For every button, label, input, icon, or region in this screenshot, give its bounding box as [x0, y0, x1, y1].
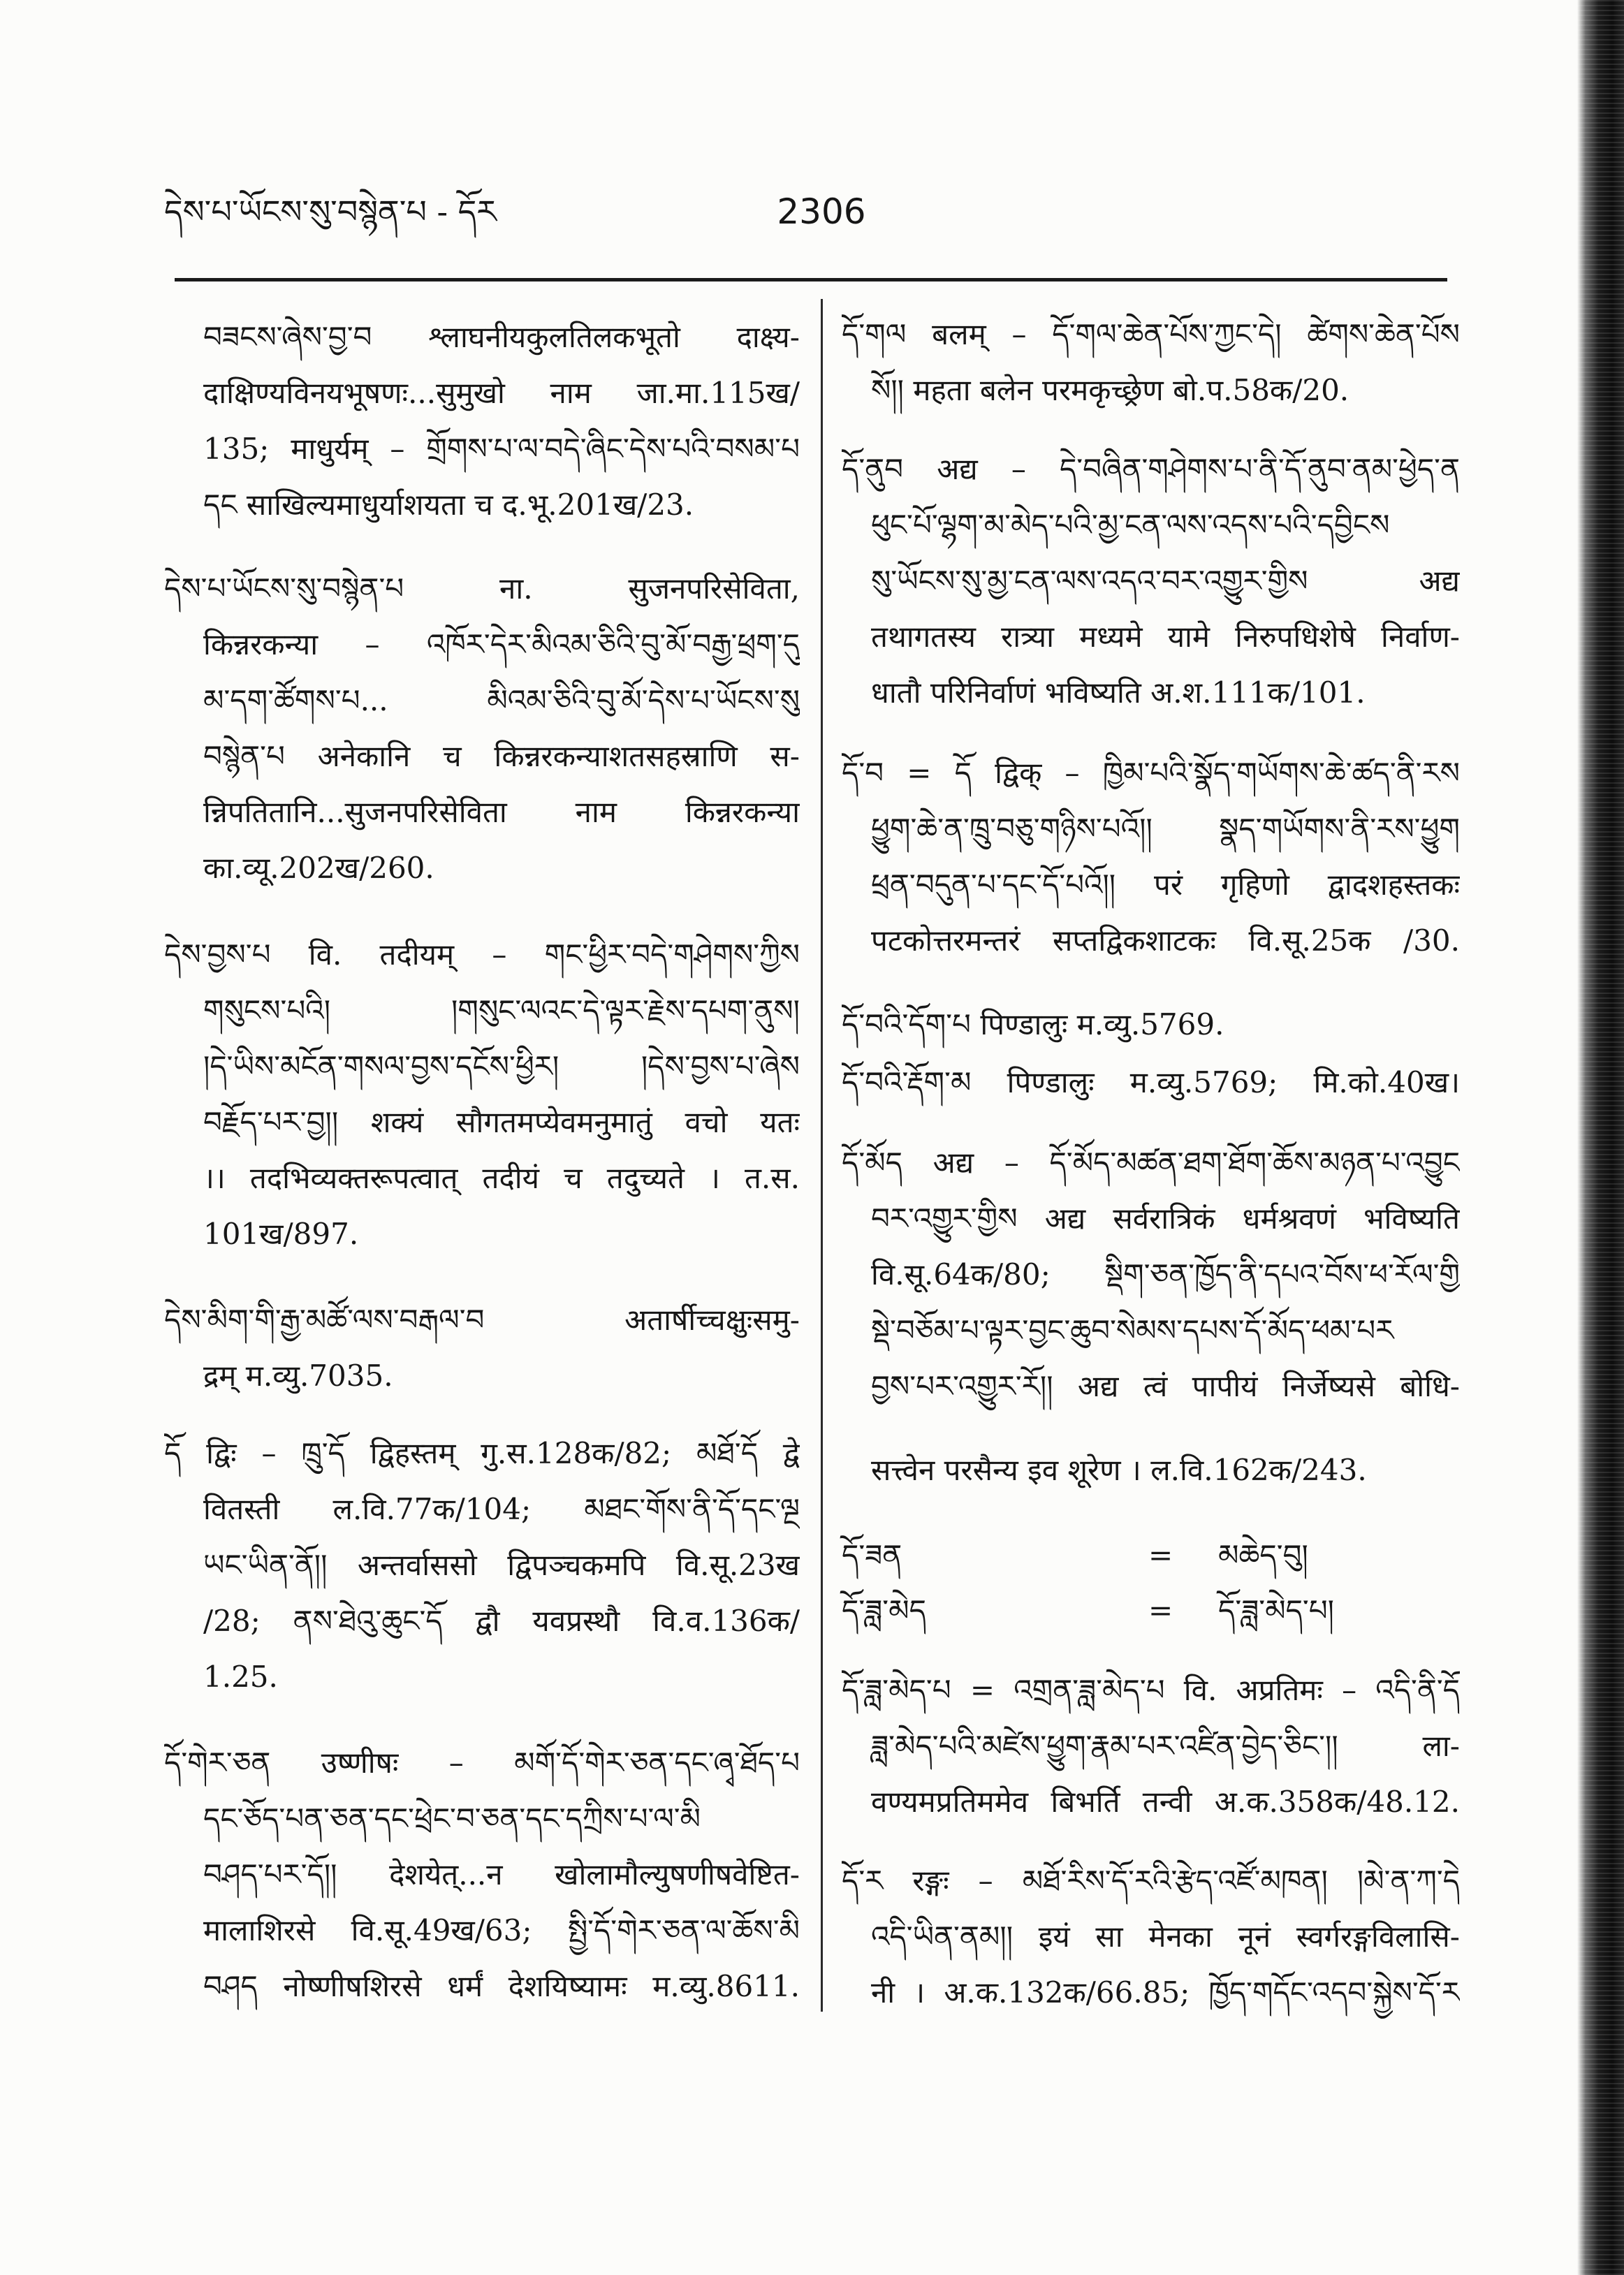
entry-headword-line: དོ་ནུབ अद्य – དེ་བཞིན་གཤེགས་པ་ནི་དོ་ནུབ་ནམ་ཕྱེད་ན	[842, 452, 1460, 486]
entry-headword-line: དོ་ཟླ་མེད་པ = འགྲན་ཟླ་མེད་པ वि. अप्रतिमः – འདི་ནི་དོ	[842, 1673, 1460, 1707]
entry-line: मालाशिरसे वि.सू.49ख/63; སྤྱི་དོ་གེར་ཅན་ལ་ཆོས་མི	[203, 1913, 800, 1947]
entry-line: वण्यमप्रतिममेव बिभर्ति तन्वी अ.क.358क/48.12.	[871, 1785, 1460, 1819]
dictionary-entry	[164, 561, 800, 896]
dictionary-entry	[842, 1662, 1460, 1830]
entry-line: །དེ་ཡིས་མངོན་གསལ་བྱས་དངོས་ཕྱིར། །དེས་བྱས་པ་ཞེས	[203, 1049, 800, 1083]
dictionary-entry-continued	[164, 309, 800, 533]
dictionary-entry	[164, 927, 800, 1262]
entry-line: पटकोत्तरमन्तरं सप्तद्विकशाटकः वि.सू.25क /30.	[871, 923, 1460, 958]
entry-line: /28; ནས་ཐེའུ་ཆུང་དོ द्वौ यवप्रस्थौ वि.व.136क/	[203, 1604, 800, 1638]
entry-line: སོ།། महता बलेन परमकृच्छ्रेण बो.प.58क/20.	[871, 373, 1349, 407]
entry-line: བཤད་པར་དོ།། देशयेत्...न खोलामौल्युषणीषवेष्टित-	[203, 1857, 800, 1892]
dictionary-entry	[842, 997, 1460, 1053]
cross-reference-row	[842, 1583, 1460, 1639]
entry-headword-line: དོ द्विः – ཁྲུ་དོ द्विहस्तम् गु.स.128क/82; མཐོ་དོ द्वे	[164, 1436, 800, 1470]
entry-headword-line: དོ་བའི་དོག་པ पिण्डालुः म.व्यु.5769.	[842, 1007, 1224, 1041]
entry-line: སྡེ་བཅོམ་པ་ལྟར་བྱང་ཆུབ་སེམས་དཔས་དོ་མོད་ཕམ་པར	[871, 1313, 1394, 1347]
entry-line: किन्नरकन्या – འཁོར་དེར་མིའམ་ཅིའི་བུ་མོ་བརྒྱ་ཕྲག་དུ	[203, 627, 800, 661]
entry-headword-line: དོ་གེར་ཅན उष्णीषः – མགོ་དོ་གེར་ཅན་དང་ཞྭ་ཐོད་པ	[164, 1746, 800, 1780]
entry-line: མ་དག་ཚོགས་པ... མིའམ་ཅིའི་བུ་མོ་དེས་པ་ཡོངས་སུ	[203, 683, 800, 717]
entry-line: धातौ परिनिर्वाणं भविष्यति अ.श.111क/101.	[871, 675, 1366, 710]
entry-line: བཤད नोष्णीषशिरसे धर्मं देशयिष्यामः म.व्यु.8611.	[203, 1969, 800, 2003]
equals-sign: =	[1148, 1538, 1173, 1572]
cross-reference-term: དོ་ཟླ་མེད	[842, 1593, 926, 1627]
entry-line: का.व्यू.202ख/260.	[203, 851, 434, 885]
entry-line: གསུངས་པའི། །གསུང་ལའང་དེ་ལྟར་རྗེས་དཔག་ནུས།	[203, 993, 800, 1027]
right-column	[842, 0, 1460, 2095]
left-column	[164, 0, 800, 2095]
column-divider	[821, 299, 823, 2012]
entry-line: द्रम् म.व्यु.7035.	[203, 1359, 393, 1393]
entry-line: བསྙེན་པ अनेकानि च किन्नरकन्याशतसहस्राणि स-	[203, 739, 800, 773]
entry-headword-line: དེས་བྱས་པ वि. तदीयम् – གང་ཕྱིར་བདེ་གཤེགས་ཀྱིས	[164, 937, 800, 972]
entry-line: དང་ཅོད་པན་ཅན་དང་ཕྲེང་བ་ཅན་དང་དཀྲིས་པ་ལ་མི	[203, 1801, 701, 1836]
entry-headword-line: དོ་ར रङ्गः – མཐོ་རིས་དོ་རའི་རྩེད་འཛོ་མཁན། །མེ་ན་ཀ་དེ	[842, 1864, 1460, 1898]
dictionary-entry	[164, 1735, 800, 2014]
cross-reference-target: མཆེད་བུ།	[1218, 1538, 1308, 1572]
cross-reference-entry	[842, 1583, 1460, 1639]
entry-line: བཟངས་ཞེས་བྱ་བ श्लाघनीयकुलतिलकभूतो दाक्ष्य-	[203, 320, 800, 354]
dictionary-entry	[842, 307, 1460, 418]
dictionary-entry	[164, 1292, 800, 1404]
entry-line: ।। तदभिव्यक्तरूपत्वात् तदीयं च तदुच्यते । त.स.	[203, 1161, 800, 1195]
entry-line: བར་འགྱུར་གྱིས अद्य सर्वरात्रिकं धर्मश्रवणं भविष्यति	[871, 1201, 1460, 1236]
entry-line: दाक्षिण्यविनयभूषणः...सुमुखो नाम जा.मा.115ख/	[203, 376, 800, 410]
entry-line: 135; माधुर्यम् – གྲོགས་པ་ལ་བདེ་ཞིང་དེས་པའི་བསམ་པ	[203, 432, 800, 466]
cross-reference-term: དོ་ཟན	[842, 1538, 902, 1572]
entry-headword-line: དོ་བ = དོ द्विक् – ཁྱིམ་པའི་སྣོད་གཡོགས་ཆེ་ཚད་ནི་རས	[842, 756, 1460, 790]
entry-line: तथागतस्य रात्र्या मध्यमे यामे निरुपधिशेषे निर्वाण-	[871, 620, 1460, 654]
cross-reference-row	[842, 1528, 1460, 1583]
entry-line: བྱས་པར་འགྱུར་རོ།། अद्य त्वं पापीयं निर्जेष्यसे बोधि-	[871, 1369, 1460, 1403]
entry-headword-line: དོ་བའི་རྡོག་མ पिण्डालुः म.व्यु.5769; मि.को.40ख।	[842, 1065, 1460, 1099]
entry-line: ཕྲན་བདུན་པ་དང་དོ་པའོ།། परं गृहिणो द्वादशहस्तकः	[871, 868, 1460, 902]
running-title: དེས་པ་ཡོངས་སུ་བསྙེན་པ - དོར	[164, 193, 497, 231]
entry-headword-line: དེས་པ་ཡོངས་སུ་བསྙེན་པ ना. सुजनपरिसेविता,	[164, 571, 800, 606]
cross-reference-entry	[842, 1528, 1460, 1583]
entry-line: 101ख/897.	[203, 1217, 359, 1251]
entry-line: वितस्ती ल.वि.77क/104; མཐང་གོས་ནི་དོ་དང་ལྔ	[203, 1492, 800, 1526]
entry-line: 1.25.	[203, 1660, 278, 1694]
entry-line: न्निपतितानि...सुजनपरिसेविता नाम किन्नरकन्या	[203, 795, 800, 829]
entry-line: འདི་ཡིན་ནམ།། इयं सा मेनका नूनं स्वर्गरङ्गविलासि-	[871, 1919, 1460, 1954]
dictionary-entry	[842, 1135, 1460, 1498]
entry-line: ཕུང་པོ་ལྷག་མ་མེད་པའི་མྱ་ངན་ལས་འདས་པའི་དབྱིངས	[871, 508, 1390, 542]
entry-line: ཟླ་མེད་པའི་མཛེས་ཕྱུག་རྣམ་པར་འཛིན་བྱེད་ཅིང་།། ला-	[871, 1729, 1460, 1763]
equals-sign: =	[1148, 1593, 1173, 1627]
page-number: 2306	[777, 191, 866, 232]
dictionary-entry	[842, 745, 1460, 969]
entry-line: ཡང་ཡིན་ནོ།། अन्तर्वाससो द्विपञ्चकमपि वि.सू.23ख	[203, 1548, 800, 1582]
scan-edge-shadow	[1577, 0, 1624, 2275]
entry-line: वि.सू.64क/80; སྡིག་ཅན་ཁྱོད་ནི་དཔའ་བོས་ཕ་རོལ་གྱི	[871, 1257, 1460, 1292]
entry-line: नी । अ.क.132क/66.85; ཁྱོད་གདོང་འདབ་སྐྱེས་དོ་ར	[871, 1975, 1460, 2010]
dictionary-entry	[164, 1426, 800, 1705]
entry-line: སུ་ཡོངས་སུ་མྱ་ངན་ལས་འདའ་བར་འགྱུར་གྱིས अद्य	[871, 564, 1460, 598]
dictionary-entry	[842, 441, 1460, 721]
entry-headword-line: དེས་མིག་གི་རྒྱ་མཚོ་ལས་བརྒལ་བ अतार्षीच्चक्षुःसमु-	[164, 1303, 800, 1337]
entry-line: ཕྱུག་ཆེ་ན་ཁྲུ་བཅུ་གཉིས་པའོ།། སྣད་གཡོགས་ནི་རས་ཕྱུག	[871, 812, 1460, 846]
entry-line: དང साखिल्यमाधुर्याशयता च द.भू.201ख/23.	[203, 488, 694, 522]
entry-headword-line: དོ་གལ बलम् – དོ་གལ་ཆེན་པོས་ཀྱང་དེ། ཚེགས་ཆེན་པོས	[842, 317, 1460, 351]
entry-headword-line: དོ་མོད अद्य – དོ་མོད་མཚན་ཐག་ཐོག་ཆོས་མཉན་པ་འབྱུང	[842, 1146, 1460, 1180]
entry-line: सत्त्वेन परसैन्य इव शूरेण । ल.वि.162क/243.	[871, 1453, 1367, 1487]
entry-line: བརྗོད་པར་བྱ།། शक्यं सौगतमप्येवमनुमातुं वचो यतः	[203, 1105, 800, 1139]
cross-reference-target: དོ་ཟླ་མེད་པ།	[1218, 1593, 1334, 1627]
dictionary-entry	[842, 1055, 1460, 1111]
dictionary-entry	[842, 1853, 1460, 2021]
